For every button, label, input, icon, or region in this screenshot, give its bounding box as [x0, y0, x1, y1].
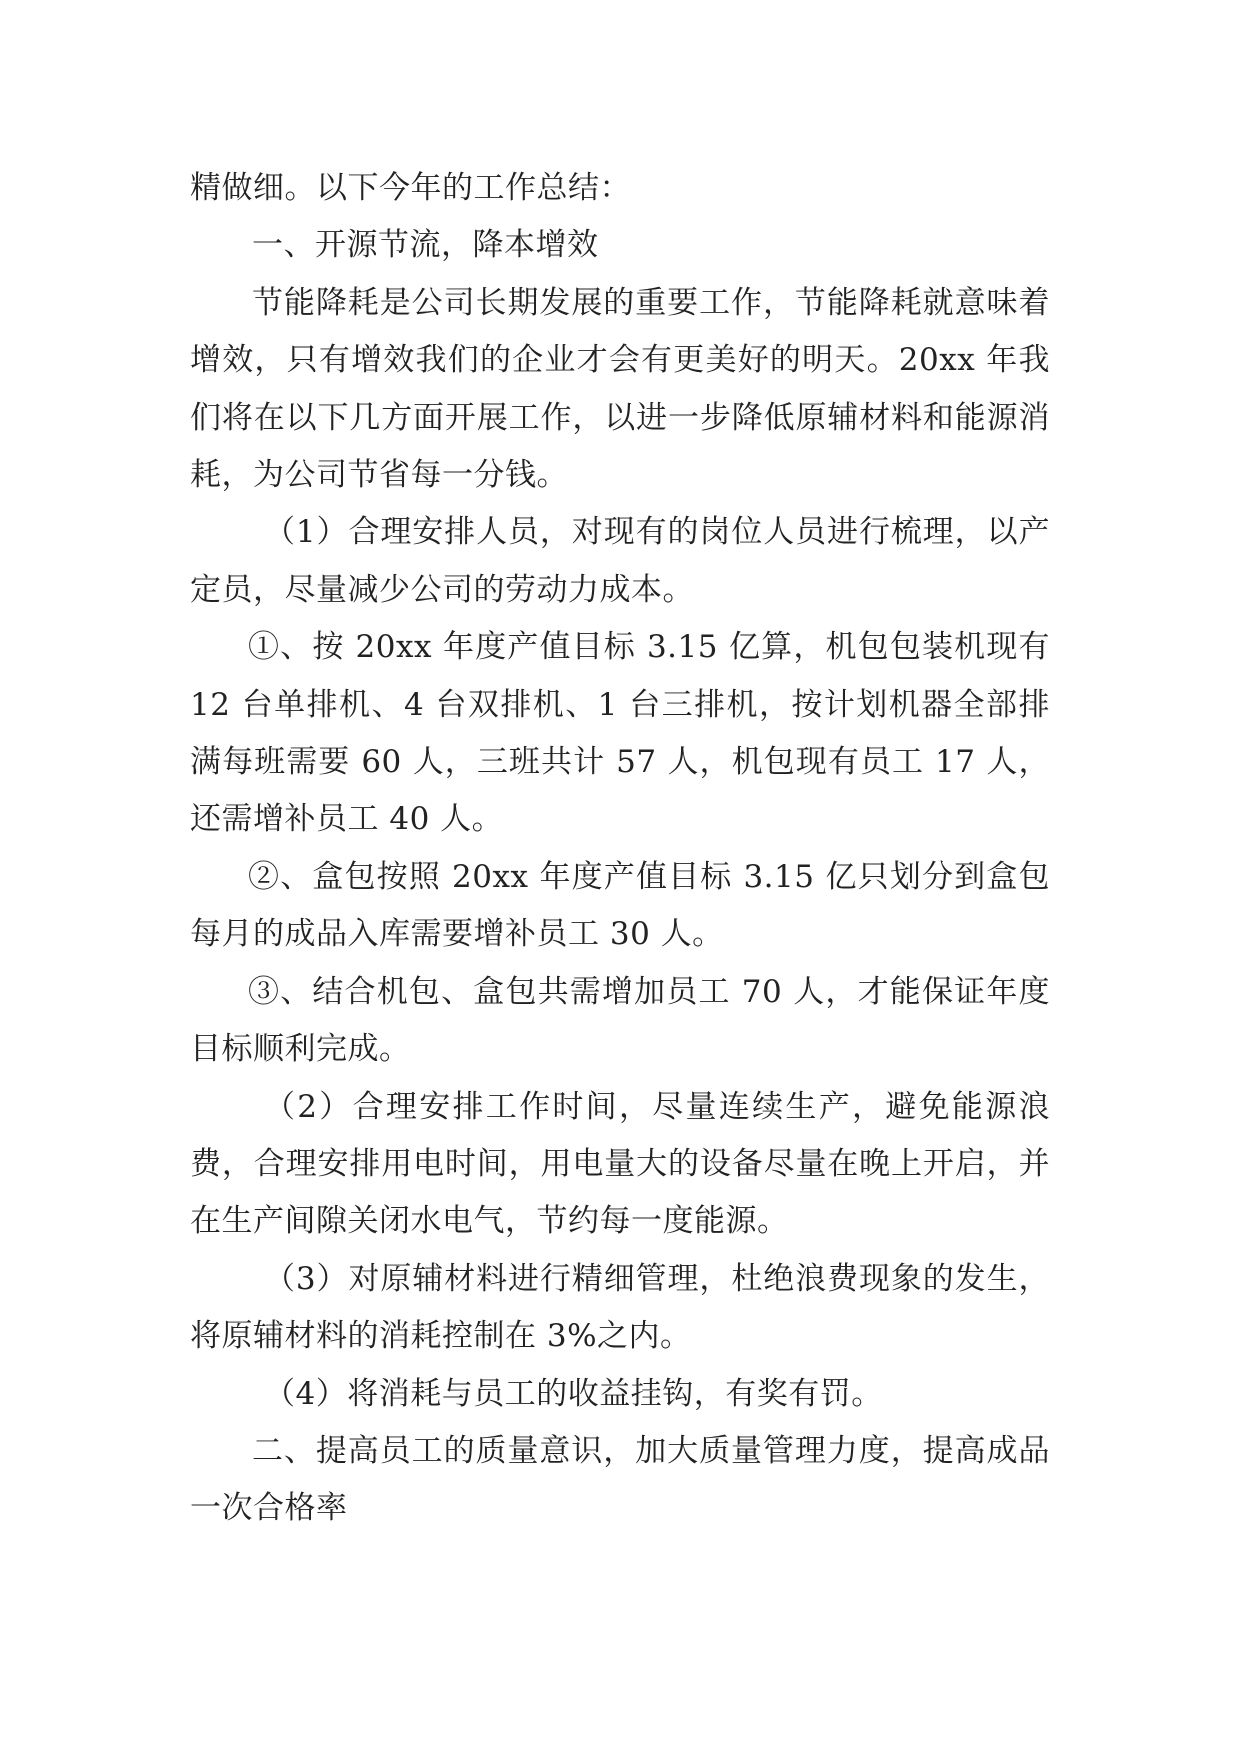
paragraph-energy-saving: 节能降耗是公司长期发展的重要工作，节能降耗就意味着增效，只有增效我们的企业才会有更美好的明天。20xx 年我们将在以下几方面开展工作，以进一步降低原辅材料和能源消耗，为公司节省每一分钱。	[190, 284, 1050, 494]
subitem-1-machine-pack: ①、按 20xx 年度产值目标 3.15 亿算，机包包装机现有 12 台单排机、4 台双排机、1 台三排机，按计划机器全部排满每班需要 60 人，三班共计 57 人，机包现有员工 17 人，还需增补员工 40 人。	[190, 629, 1050, 838]
item-4-incentives: （4）将消耗与员工的收益挂钩，有奖有罚。	[264, 1375, 883, 1412]
document-body	[190, 160, 1050, 1538]
paragraph-intro-tail: 精做细。以下今年的工作总结：	[190, 170, 631, 206]
subitem-2-box-pack: ②、盒包按照 20xx 年度产值目标 3.15 亿只划分到盒包每月的成品入库需要增补员工 30 人。	[190, 858, 1050, 953]
item-3-materials: （3）对原辅材料进行精细管理，杜绝浪费现象的发生，将原辅材料的消耗控制在 3%之内。	[190, 1260, 1050, 1355]
subitem-3-total: ③、结合机包、盒包共需增加员工 70 人，才能保证年度目标顺利完成。	[190, 973, 1050, 1068]
item-2-work-time: （2）合理安排工作时间，尽量连续生产，避免能源浪费，合理安排用电时间，用电量大的设备尽量在晚上开启，并在生产间隙关闭水电气，节约每一度能源。	[190, 1088, 1050, 1240]
section-heading-1: 一、开源节流，降本增效	[252, 227, 599, 264]
section-heading-2: 二、提高员工的质量意识，加大质量管理力度，提高成品一次合格率	[190, 1432, 1050, 1527]
item-1-staffing: （1）合理安排人员，对现有的岗位人员进行梳理，以产定员，尽量减少公司的劳动力成本。	[190, 514, 1050, 608]
